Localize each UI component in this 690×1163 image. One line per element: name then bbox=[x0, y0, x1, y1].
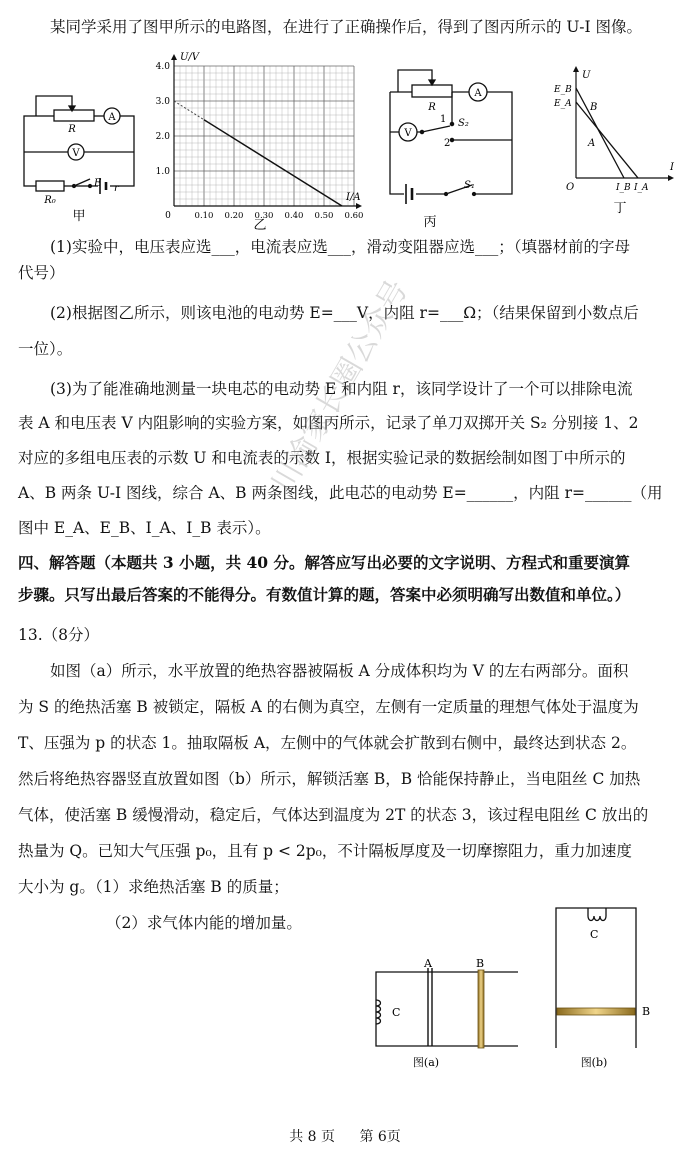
bing-label-1: 1 bbox=[440, 114, 447, 125]
intro-text: 某同学采用了图甲所示的电路图，在进行了正确操作后，得到了图丙所示的 U-I 图像。 bbox=[50, 18, 643, 36]
y-tick-label: 4.0 bbox=[155, 62, 170, 72]
section-4-heading-line-2: 步骤。只写出最后答案的不能得分。有数值计算的题，答案中必须明确写出数值和单位。） bbox=[18, 585, 631, 604]
figure-bing-circuit bbox=[382, 64, 522, 229]
question-3-line-5: 图中 E_A、E_B、I_A、I_B 表示）。 bbox=[18, 519, 271, 537]
question-1-line-2: 代号） bbox=[18, 264, 65, 282]
piston-b bbox=[478, 970, 484, 1048]
figure-jia-caption: 甲 bbox=[72, 209, 86, 224]
fig-b-label-c: C bbox=[590, 928, 599, 941]
q13-line-3: T、压强为 p 的状态 1。抽取隔板 A，左侧中的气体就会扩散到右侧中，最终达到状态 2。 bbox=[18, 734, 637, 752]
y-tick-label: 2.0 bbox=[155, 132, 170, 142]
figure-ding-caption: 丁 bbox=[613, 201, 627, 216]
q13-line-7: 大小为 g。（1）求绝热活塞 B 的质量； bbox=[18, 878, 289, 896]
ding-label-ib: I_B bbox=[616, 183, 631, 193]
ding-label-u: U bbox=[582, 70, 591, 81]
figure-bing-caption: 丙 bbox=[423, 215, 437, 229]
bing-label-s2: S₂ bbox=[458, 118, 469, 129]
jia-label-r-internal: r bbox=[114, 183, 119, 194]
q13-line-8: （2）求气体内能的增加量。 bbox=[106, 914, 302, 932]
section-4-heading-line-1: 四、解答题（本题共 3 小题，共 40 分。解答应写出必要的文字说明、方程式和重要演算 bbox=[18, 553, 630, 572]
x-tick-label: 0.40 bbox=[284, 211, 304, 221]
question-3-line-2: 表 A 和电压表 V 内阻影响的实验方案，如图丙所示，记录了单刀双掷开关 S₂ 分别接 1、2 bbox=[18, 414, 639, 432]
figure-yi-chart bbox=[150, 46, 370, 231]
page-footer bbox=[0, 1126, 690, 1146]
q13-line-5: 气体，使活塞 B 缓慢滑动，稳定后，气体达到温度为 2T 的状态 3，该过程电阻丝 C 放出的 bbox=[18, 806, 649, 824]
q13-header: 13.（8分） bbox=[18, 626, 100, 644]
figure-yi-caption: 乙 bbox=[253, 218, 267, 231]
ding-label-ia: I_A bbox=[634, 183, 649, 193]
bing-label-ammeter: A bbox=[474, 88, 482, 99]
figure-a-container bbox=[368, 958, 528, 1073]
x-tick-label: 0.60 bbox=[344, 211, 364, 221]
figure-a-caption: 图(a) bbox=[412, 1056, 440, 1069]
ding-label-b: B bbox=[590, 102, 598, 113]
piston-b-vertical bbox=[557, 1008, 635, 1015]
figure-b-container bbox=[550, 902, 660, 1077]
x-axis-label: I/A bbox=[346, 192, 361, 203]
figure-jia-circuit bbox=[14, 86, 144, 226]
chart-grid bbox=[174, 66, 354, 206]
bing-label-2: 2 bbox=[444, 138, 451, 149]
figure-b-caption: 图(b) bbox=[580, 1056, 608, 1069]
ding-label-o: O bbox=[566, 182, 575, 193]
fig-a-label-c: C bbox=[392, 1006, 401, 1019]
x-tick-label: 0.30 bbox=[254, 211, 274, 221]
fig-b-label-b: B bbox=[642, 1005, 651, 1018]
jia-label-voltmeter: V bbox=[72, 148, 80, 159]
q13-line-4: 然后将绝热容器竖直放置如图（b）所示，解锁活塞 B，B 恰能保持静止，当电阻丝 C 加热 bbox=[18, 770, 641, 788]
figure-ding-graph bbox=[546, 66, 678, 231]
watermark: 川渝家长圈公众号 bbox=[264, 274, 416, 500]
ding-label-ea: E_A bbox=[554, 99, 572, 109]
extrapolation-dash bbox=[174, 101, 204, 120]
question-3-line-1: (3)为了能准确地测量一块电芯的电动势 E 和内阻 r，该同学设计了一个可以排除电流 bbox=[50, 380, 633, 398]
x-tick-label: 0.10 bbox=[194, 211, 214, 221]
ding-label-i: I bbox=[670, 162, 674, 173]
ding-label-eb: E_B bbox=[554, 85, 572, 95]
q13-line-1: 如图（a）所示，水平放置的绝热容器被隔板 A 分成体积均为 V 的左右两部分。面积 bbox=[50, 662, 629, 680]
footer-page-number: 第 6页 bbox=[359, 1129, 401, 1145]
question-3-line-3: 对应的多组电压表的示数 U 和电流表的示数 I，根据实验记录的数据绘制如图丁中所示的 bbox=[18, 449, 626, 467]
question-1-line-1: (1)实验中，电压表应选___，电流表应选___，滑动变阻器应选___；（填器材前的字母 bbox=[50, 238, 630, 256]
x-tick-label: 0.20 bbox=[224, 211, 244, 221]
jia-label-e: E bbox=[94, 178, 102, 189]
question-2-line-2: 一位）。 bbox=[18, 340, 73, 358]
bing-label-r: R bbox=[428, 102, 436, 113]
jia-label-r0: R₀ bbox=[44, 195, 56, 206]
jia-label-ammeter: A bbox=[108, 112, 116, 123]
bing-label-voltmeter: V bbox=[404, 128, 412, 139]
ding-label-a: A bbox=[588, 138, 596, 149]
question-3-line-4: A、B 两条 U-I 图线，综合 A、B 两条图线，此电芯的电动势 E=______，内阻 r=______（用 bbox=[18, 484, 663, 502]
jia-label-r: R bbox=[68, 124, 76, 135]
y-tick-label: 1.0 bbox=[155, 167, 170, 177]
x-tick-label: 0.50 bbox=[314, 211, 334, 221]
y-tick-label: 3.0 bbox=[155, 97, 170, 107]
origin-label: 0 bbox=[165, 211, 171, 221]
fig-a-label-a: A bbox=[424, 958, 432, 970]
question-2-line-1: (2)根据图乙所示，则该电池的电动势 E=___V，内阻 r=___Ω；（结果保留到小数点后 bbox=[50, 304, 639, 322]
fig-a-label-b: B bbox=[476, 958, 485, 970]
series-line bbox=[204, 120, 342, 206]
y-axis-label: U/V bbox=[180, 52, 200, 63]
footer-total-pages: 共 8 页 bbox=[289, 1129, 335, 1145]
q13-line-6: 热量为 Q。已知大气压强 p₀，且有 p < 2p₀，不计隔板厚度及一切摩擦阻力，重力加速度 bbox=[18, 842, 632, 860]
q13-line-2: 为 S 的绝热活塞 B 被锁定，隔板 A 的右侧为真空，左侧有一定质量的理想气体处于温度为 bbox=[18, 698, 639, 716]
bing-label-s1: S₁ bbox=[464, 180, 475, 191]
